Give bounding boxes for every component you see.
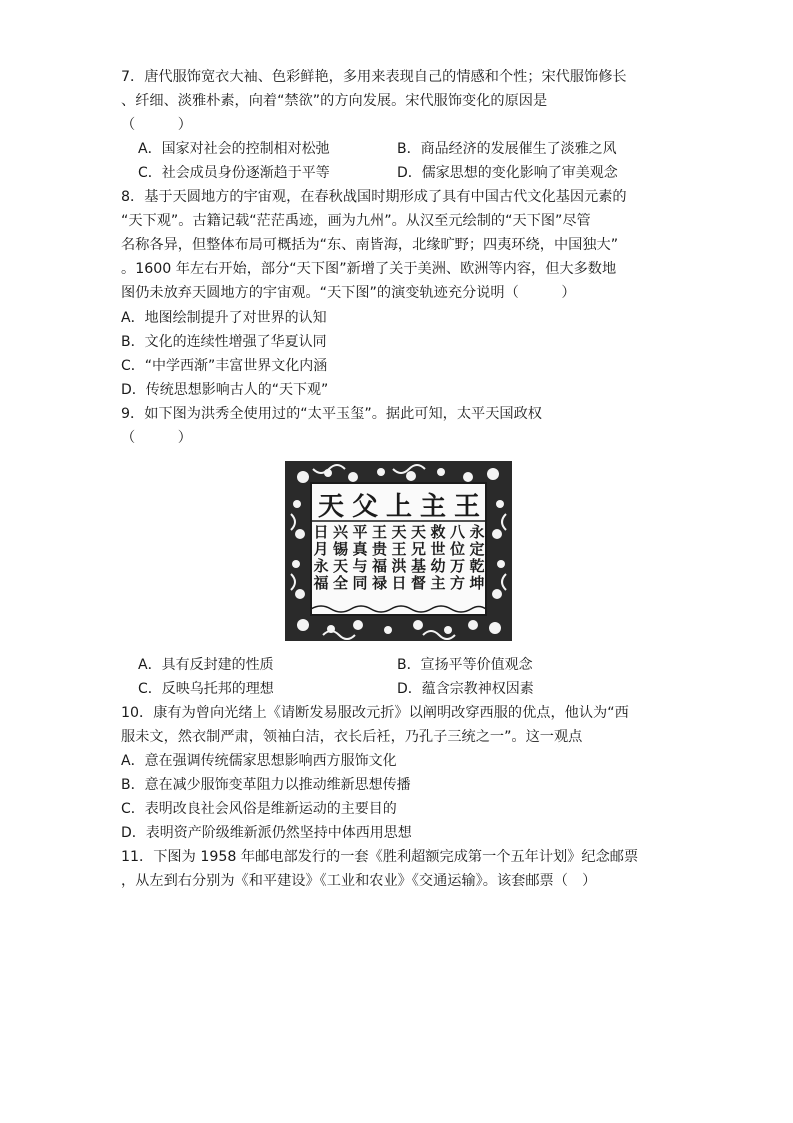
q7-option-b: B．商品经济的发展催生了淡雅之风: [397, 141, 617, 157]
q9-option-d: D．蕴含宗教神权因素: [397, 681, 534, 697]
seal-column-char: 王: [391, 540, 407, 558]
seal-column-char: 禄: [371, 574, 388, 592]
seal-column-char: 八: [449, 523, 466, 541]
seal-top-char: 主: [419, 492, 447, 522]
seal-column-char: 兴: [332, 523, 349, 541]
q7-stem-line2: 、纤细、淡雅朴素，向着“禁欲”的方向发展。宋代服饰变化的原因是: [121, 93, 548, 109]
seal-column-char: 坤: [469, 574, 485, 592]
q8-option-a: A．地图绘制提升了对世界的认知: [121, 310, 327, 326]
seal-column-char: 幼: [430, 557, 446, 575]
q9-option-b: B．宣扬平等价值观念: [397, 657, 533, 673]
q8-stem-line5: 图仍未放弃天圆地方的宇宙观。“天下图”的演变轨迹充分说明（ ）: [121, 285, 576, 301]
q7-stem-line1: 7．唐代服饰宽衣大袖、色彩鲜艳，多用来表现自己的情感和个性；宋代服饰修长: [121, 69, 627, 85]
q9-option-c: C．反映乌托邦的理想: [138, 681, 274, 697]
seal-column-char: 王: [371, 523, 388, 541]
q9-option-a: A．具有反封建的性质: [138, 657, 274, 673]
q10-stem-line2: 服未文，然衣制严肃，领袖白洁，衣长后衽，乃孔子三统之一”。这一观点: [121, 729, 583, 745]
seal-column-char: 位: [449, 540, 466, 558]
seal-column-char: 天: [391, 523, 407, 541]
q7-option-c: C．社会成员身份逐渐趋于平等: [138, 165, 330, 181]
seal-top-char: 天: [317, 492, 345, 522]
seal-top-characters: [318, 492, 480, 522]
seal-column-char: 基: [410, 557, 427, 575]
seal-column-char: 福: [313, 574, 329, 592]
seal-column-char: 主: [430, 574, 446, 592]
seal-column-char: 万: [449, 557, 466, 575]
q10-option-b: B．意在减少服饰变革阻力以推动维新思想传播: [121, 777, 411, 793]
seal-column-char: 督: [410, 574, 427, 592]
seal-column-char: 天: [410, 523, 427, 541]
seal-column-char: 月: [313, 540, 329, 558]
seal-column-char: 方: [449, 574, 466, 592]
seal-column-char: 全: [332, 574, 349, 592]
seal-column-char: 日: [313, 523, 329, 541]
seal-column-char: 洪: [391, 557, 407, 575]
q8-option-d: D．传统思想影响古人的“天下观”: [121, 382, 329, 398]
q8-option-b: B．文化的连续性增强了华夏认同: [121, 334, 327, 350]
seal-column-characters: [312, 523, 484, 592]
q9-answer-blank: （ ）: [121, 430, 192, 446]
seal-column-char: 锡: [332, 540, 349, 558]
seal-top-char: 父: [351, 492, 379, 522]
seal-column-char: 定: [469, 540, 485, 558]
seal-column-char: 永: [469, 523, 485, 541]
q10-stem-line1: 10．康有为曾向光绪上《请断发易服改元折》以阐明改穿西服的优点，他认为“西: [121, 705, 629, 721]
seal-column-char: 平: [352, 523, 368, 541]
q8-stem-line3: 名称各异，但整体布局可概括为“东、南皆海，北缘旷野；四夷环绕，中国独大”: [121, 237, 619, 253]
seal-column-char: 真: [352, 540, 368, 558]
seal-column-char: 天: [332, 557, 349, 575]
seal-column-char: 兄: [410, 540, 427, 558]
q8-stem-line1: 8．基于天圆地方的宇宙观，在春秋战国时期形成了具有中国古代文化基因元素的: [121, 189, 627, 205]
seal-column-char: 世: [430, 540, 446, 558]
seal-column-char: 贵: [371, 540, 388, 558]
q11-stem-line2: ，从左到右分别为《和平建设》《工业和农业》《交通运输》。该套邮票（ ）: [121, 873, 597, 889]
seal-column-char: 与: [352, 557, 368, 575]
q8-stem-line2: “天下观”。古籍记载“茫茫禹迹，画为九州”。从汉至元绘制的“天下图”尽管: [121, 213, 591, 229]
taiping-seal-svg: [283, 459, 514, 643]
q7-answer-blank: （ ）: [121, 117, 192, 133]
seal-column-char: 永: [313, 557, 329, 575]
q7-option-d: D．儒家思想的变化影响了审美观念: [397, 165, 618, 181]
q11-stem-line1: 11．下图为 1958 年邮电部发行的一套《胜利超额完成第一个五年计划》纪念邮票: [121, 849, 639, 865]
seal-column-char: 救: [430, 523, 446, 541]
q10-option-d: D．表明资产阶级维新派仍然坚持中体西用思想: [121, 825, 412, 841]
seal-top-char: 上: [385, 492, 413, 522]
q8-option-c: C．“中学西渐”丰富世界文化内涵: [121, 358, 328, 374]
q10-option-c: C．表明改良社会风俗是维新运动的主要目的: [121, 801, 397, 817]
q8-stem-line4: 。1600 年左右开始，部分“天下图”新增了关于美洲、欧洲等内容，但大多数地: [121, 261, 617, 277]
seal-column-char: 日: [391, 574, 407, 592]
seal-top-char: 王: [453, 492, 481, 522]
q9-stem-line1: 9．如下图为洪秀全使用过的“太平玉玺”。据此可知，太平天国政权: [121, 406, 542, 422]
seal-column-char: 乾: [469, 557, 485, 575]
q10-option-a: A．意在强调传统儒家思想影响西方服饰文化: [121, 753, 397, 769]
seal-column-char: 同: [352, 574, 368, 592]
q7-option-a: A．国家对社会的控制相对松弛: [138, 141, 330, 157]
seal-column-char: 福: [371, 557, 388, 575]
taiping-seal-image: [283, 459, 514, 643]
